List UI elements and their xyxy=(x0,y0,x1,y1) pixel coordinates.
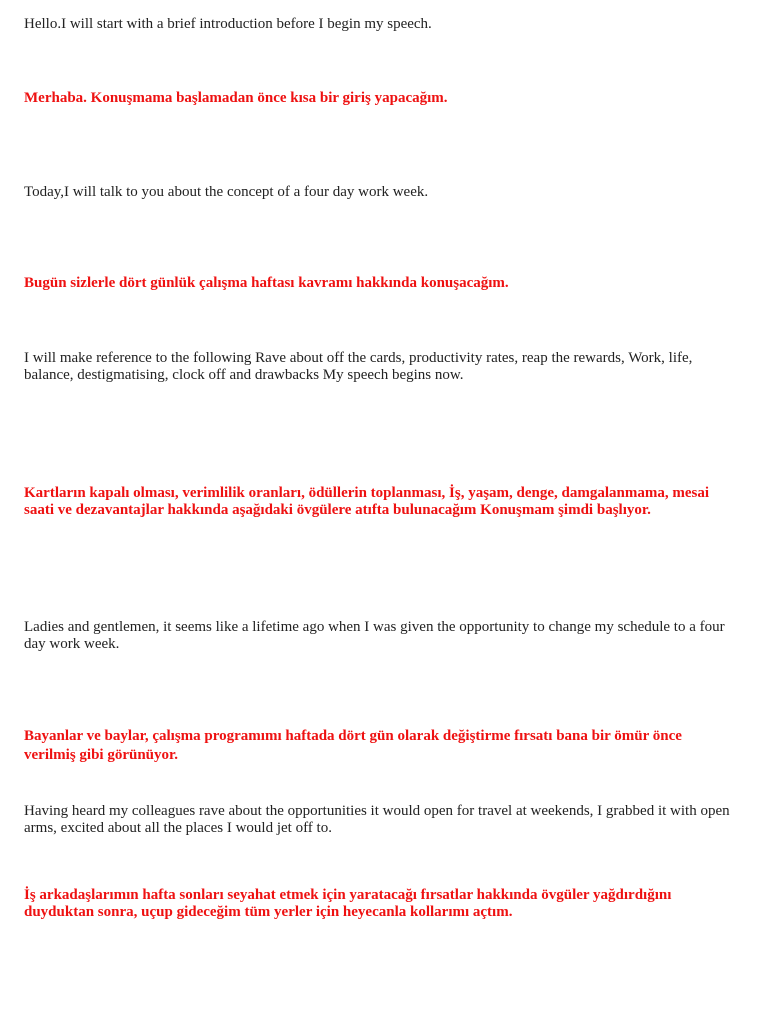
english-paragraph: Today,I will talk to you about the concept of a four day work week. xyxy=(24,184,429,200)
turkish-translation-paragraph: Bugün sizlerle dört günlük çalışma haftası kavramı hakkında konuşacağım. xyxy=(24,275,509,291)
english-paragraph: Ladies and gentlemen, it seems like a lifetime ago when I was given the opportunity to change my schedule to a four day work week. xyxy=(24,619,725,652)
english-paragraph: Hello.I will start with a brief introduction before I begin my speech. xyxy=(24,16,432,32)
turkish-translation-paragraph: Merhaba. Konuşmama başlamadan önce kısa bir giriş yapacağım. xyxy=(24,90,448,106)
english-paragraph: Having heard my colleagues rave about the opportunities it would open for travel at weekends, I grabbed it with open arms, excited about all the places I would jet off to. xyxy=(24,803,730,836)
english-paragraph: I will make reference to the following Rave about off the cards, productivity rates, reap the rewards, Work, life, balance, destigmatising, clock off and drawbacks My speech begins now. xyxy=(24,350,693,383)
turkish-translation-paragraph: Bayanlar ve baylar, çalışma programımı haftada dört gün olarak değiştirme fırsatı bana bir ömür önce verilmiş gibi görünüyor. xyxy=(24,728,682,763)
turkish-translation-paragraph: İş arkadaşlarımın hafta sonları seyahat etmek için yaratacağı fırsatlar hakkında övgüler yağdırdığını duyduktan sonra, uçup gideceğim tüm yerler için heyecanla kollarımı açtım. xyxy=(24,887,672,920)
turkish-translation-paragraph: Kartların kapalı olması, verimlilik oranları, ödüllerin toplanması, İş, yaşam, denge, damgalanmama, mesai saati ve dezavantajlar hakkında aşağıdaki övgülere atıfta bulunacağım Konuşmam şimdi başlıyor. xyxy=(24,485,710,518)
